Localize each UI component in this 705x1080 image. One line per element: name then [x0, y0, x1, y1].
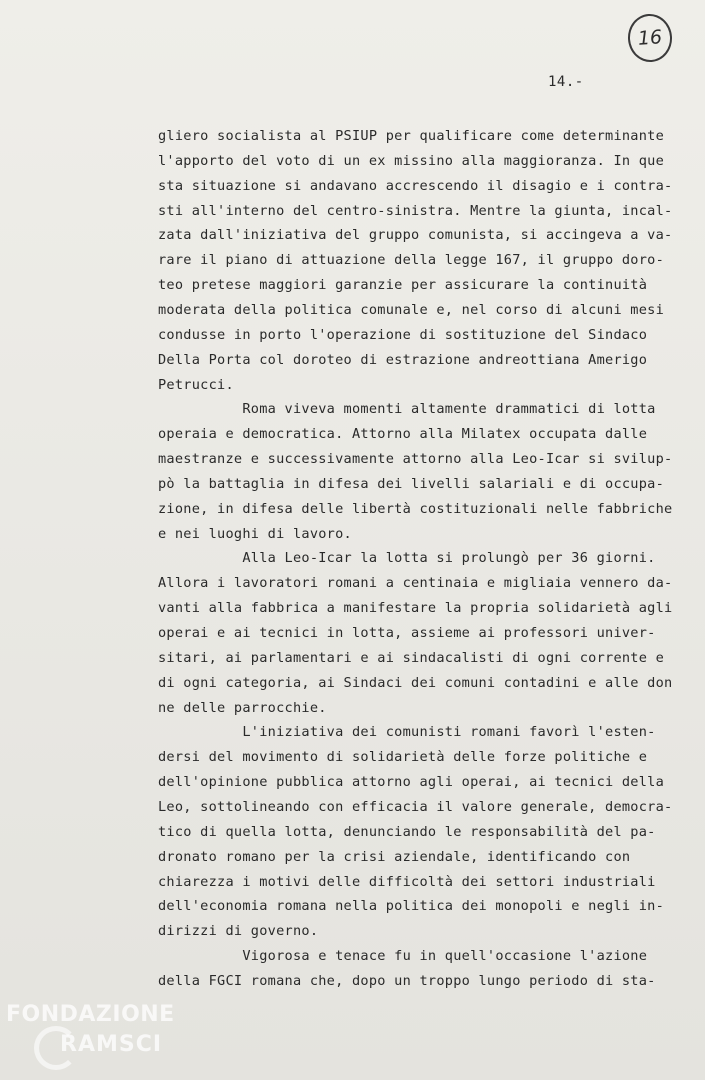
page-number: 14.- [548, 74, 584, 90]
watermark-line-2: RAMSCI [60, 1032, 163, 1057]
text-line: ne delle parrocchie. [158, 700, 327, 716]
text-line: moderata della politica comunale e, nel corso di alcuni mesi [158, 302, 665, 318]
text-line: dersi del movimento di solidarietà delle forze politiche e [158, 749, 648, 765]
text-line: l'apporto del voto di un ex missino alla maggioranza. In que [158, 153, 665, 169]
text-line: maestranze e successivamente attorno alla Leo-Icar si svilup- [158, 451, 673, 467]
text-line: zione, in difesa delle libertà costituzionali nelle fabbriche [158, 501, 673, 517]
text-line: Petrucci. [158, 377, 234, 393]
text-line: tico di quella lotta, denunciando le responsabilità del pa- [158, 824, 656, 840]
text-line: teo pretese maggiori garanzie per assicurare la continuità [158, 277, 648, 293]
text-line: sta situazione si andavano accrescendo il disagio e i contra- [158, 178, 673, 194]
text-line: zata dall'iniziativa del gruppo comunista, si accingeva a va- [158, 227, 673, 243]
text-line: sitari, ai parlamentari e ai sindacalisti di ogni corrente e [158, 650, 665, 666]
text-line: dell'opinione pubblica attorno agli operai, ai tecnici della [158, 774, 665, 790]
text-line: condusse in porto l'operazione di sostituzione del Sindaco [158, 327, 648, 343]
text-line: e nei luoghi di lavoro. [158, 526, 352, 542]
text-line: operaia e democratica. Attorno alla Milatex occupata dalle [158, 426, 648, 442]
text-line: L'iniziativa dei comunisti romani favorì l'esten- [158, 724, 656, 740]
text-line: dirizzi di governo. [158, 923, 319, 939]
text-line: Alla Leo-Icar la lotta si prolungò per 36 giorni. [158, 550, 656, 566]
text-line: Leo, sottolineando con efficacia il valore generale, democra- [158, 799, 673, 815]
text-line: Roma viveva momenti altamente drammatici di lotta [158, 401, 656, 417]
archive-stamp: 16 [626, 13, 673, 64]
text-line: dell'economia romana nella politica dei monopoli e negli in- [158, 898, 665, 914]
text-line: di ogni categoria, ai Sindaci dei comuni contadini e alle don [158, 675, 673, 691]
text-line: dronato romano per la crisi aziendale, identificando con [158, 849, 631, 865]
text-line: pò la battaglia in difesa dei livelli salariali e di occupa- [158, 476, 665, 492]
text-line: Della Porta col doroteo di estrazione andreottiana Amerigo [158, 352, 648, 368]
text-line: della FGCI romana che, dopo un troppo lungo periodo di sta- [158, 973, 656, 989]
watermark-line-1: FONDAZIONE [6, 1002, 175, 1027]
text-line: rare il piano di attuazione della legge 167, il gruppo doro- [158, 252, 665, 268]
text-line: chiarezza i motivi delle difficoltà dei settori industriali [158, 874, 656, 890]
text-line: vanti alla fabbrica a manifestare la propria solidarietà agli [158, 600, 673, 616]
text-line: sti all'interno del centro-sinistra. Mentre la giunta, incal- [158, 203, 673, 219]
fondazione-gramsci-watermark [6, 996, 186, 1072]
text-line: Allora i lavoratori romani a centinaia e migliaia vennero da- [158, 575, 673, 591]
text-line: gliero socialista al PSIUP per qualificare come determinante [158, 128, 665, 144]
text-line: Vigorosa e tenace fu in quell'occasione l'azione [158, 948, 648, 964]
text-line: operai e ai tecnici in lotta, assieme ai professori univer- [158, 625, 656, 641]
